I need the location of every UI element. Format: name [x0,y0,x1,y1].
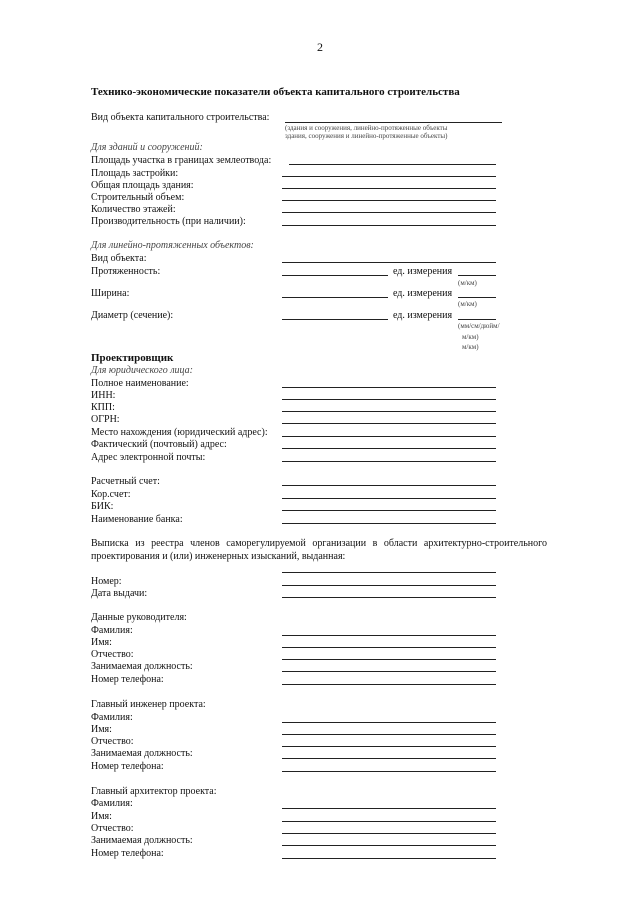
field-label: ИНН: [91,390,116,401]
field-line[interactable] [282,821,496,822]
field-label: Фактический (почтовый) адрес: [91,439,227,450]
field-line[interactable] [282,746,496,747]
field-label: Имя: [91,811,112,822]
linear-type-label: Вид объекта: [91,253,147,264]
designer-heading: Проектировщик [91,352,174,364]
field-line[interactable] [282,833,496,834]
field-label: Общая площадь здания: [91,180,194,191]
field-label: Площадь застройки: [91,168,179,179]
field-label: Занимаемая должность: [91,661,193,672]
field-line[interactable] [282,188,496,189]
field-label: БИК: [91,501,114,512]
unit-hint: (мм/см/дюйм/ [458,322,500,330]
buildings-heading: Для зданий и сооружений: [91,142,203,153]
field-label: Номер телефона: [91,848,164,859]
field-line[interactable] [282,659,496,660]
field-label: Кор.счет: [91,489,131,500]
field-label: Фамилия: [91,625,133,636]
object-type-hint-1: (здания и сооружения, линейно-протяженные объекты [285,124,448,132]
field-line[interactable] [282,671,496,672]
diameter-field[interactable] [282,319,388,320]
field-line[interactable] [282,684,496,685]
unit-field[interactable] [458,275,496,276]
field-line[interactable] [282,845,496,846]
unit-hint: (м/км) [458,300,477,308]
field-line[interactable] [282,461,496,462]
field-label: Количество этажей: [91,204,176,215]
field-line[interactable] [282,734,496,735]
field-line[interactable] [282,225,496,226]
object-type-hint-2: здания, сооружения и линейно-протяженные объекты) [285,132,448,140]
field-line[interactable] [282,423,496,424]
field-label: Место нахождения (юридический адрес): [91,427,268,438]
field-label: Имя: [91,637,112,648]
field-line[interactable] [282,387,496,388]
field-line[interactable] [282,399,496,400]
manager-heading: Данные руководителя: [91,612,187,623]
field-label: Номер телефона: [91,761,164,772]
diameter-label: Диаметр (сечение): [91,310,174,321]
length-label: Протяженность: [91,266,161,277]
field-line[interactable] [282,758,496,759]
field-line[interactable] [282,510,496,511]
field-line[interactable] [282,436,496,437]
field-line[interactable] [282,858,496,859]
unit-field[interactable] [458,297,496,298]
field-label: Полное наименование: [91,378,189,389]
field-label: ОГРН: [91,414,120,425]
sro-text: Выписка из реестра членов саморегулируемой организации в области архитектурно-строительного проектирования и (или) инженерных изысканий, выданная: [91,538,547,562]
page-number: 2 [317,40,323,54]
field-line[interactable] [282,212,496,213]
field-label: КПП: [91,402,115,413]
field-label: Фамилия: [91,712,133,723]
unit-label: ед. измерения [393,288,453,299]
unit-label: ед. измерения [393,266,453,277]
unit-hint: м/км) [462,343,479,351]
object-type-label: Вид объекта капитального строительства: [91,112,270,123]
field-line[interactable] [282,647,496,648]
page-title: Технико-экономические показатели объекта капитального строительства [91,86,460,98]
field-label: Строительный объем: [91,192,185,203]
linear-heading: Для линейно-протяженных объектов: [91,240,254,251]
field-label: Фамилия: [91,798,133,809]
chief-engineer-heading: Главный инженер проекта: [91,699,206,710]
field-line[interactable] [282,411,496,412]
field-line[interactable] [282,485,496,486]
field-line[interactable] [282,176,496,177]
field-line[interactable] [282,585,496,586]
designer-subheading: Для юридического лица: [91,365,194,376]
linear-type-field[interactable] [282,262,496,263]
field-line[interactable] [282,448,496,449]
field-line[interactable] [282,722,496,723]
field-label: Имя: [91,724,112,735]
object-type-field[interactable] [285,122,502,123]
length-field[interactable] [282,275,388,276]
field-label: Номер телефона: [91,674,164,685]
field-label: Отчество: [91,736,134,747]
field-line[interactable] [282,572,496,573]
field-label: Дата выдачи: [91,588,148,599]
field-label: Расчетный счет: [91,476,160,487]
field-label: Отчество: [91,649,134,660]
field-line[interactable] [282,635,496,636]
field-line[interactable] [282,771,496,772]
chief-architect-heading: Главный архитектор проекта: [91,786,217,797]
unit-hint: м/км) [462,333,479,341]
unit-label: ед. измерения [393,310,453,321]
field-line[interactable] [282,200,496,201]
field-label: Адрес электронной почты: [91,452,206,463]
field-label: Номер: [91,576,122,587]
field-label: Занимаемая должность: [91,748,193,759]
field-label: Занимаемая должность: [91,835,193,846]
unit-hint: (м/км) [458,279,477,287]
field-line[interactable] [282,597,496,598]
field-label: Площадь участка в границах землеотвода: [91,155,272,166]
unit-field[interactable] [458,319,496,320]
width-field[interactable] [282,297,388,298]
field-label: Отчество: [91,823,134,834]
field-line[interactable] [282,498,496,499]
field-line[interactable] [282,808,496,809]
field-line[interactable] [289,164,496,165]
field-line[interactable] [282,523,496,524]
width-label: Ширина: [91,288,130,299]
field-label: Наименование банка: [91,514,183,525]
field-label: Производительность (при наличии): [91,216,246,227]
